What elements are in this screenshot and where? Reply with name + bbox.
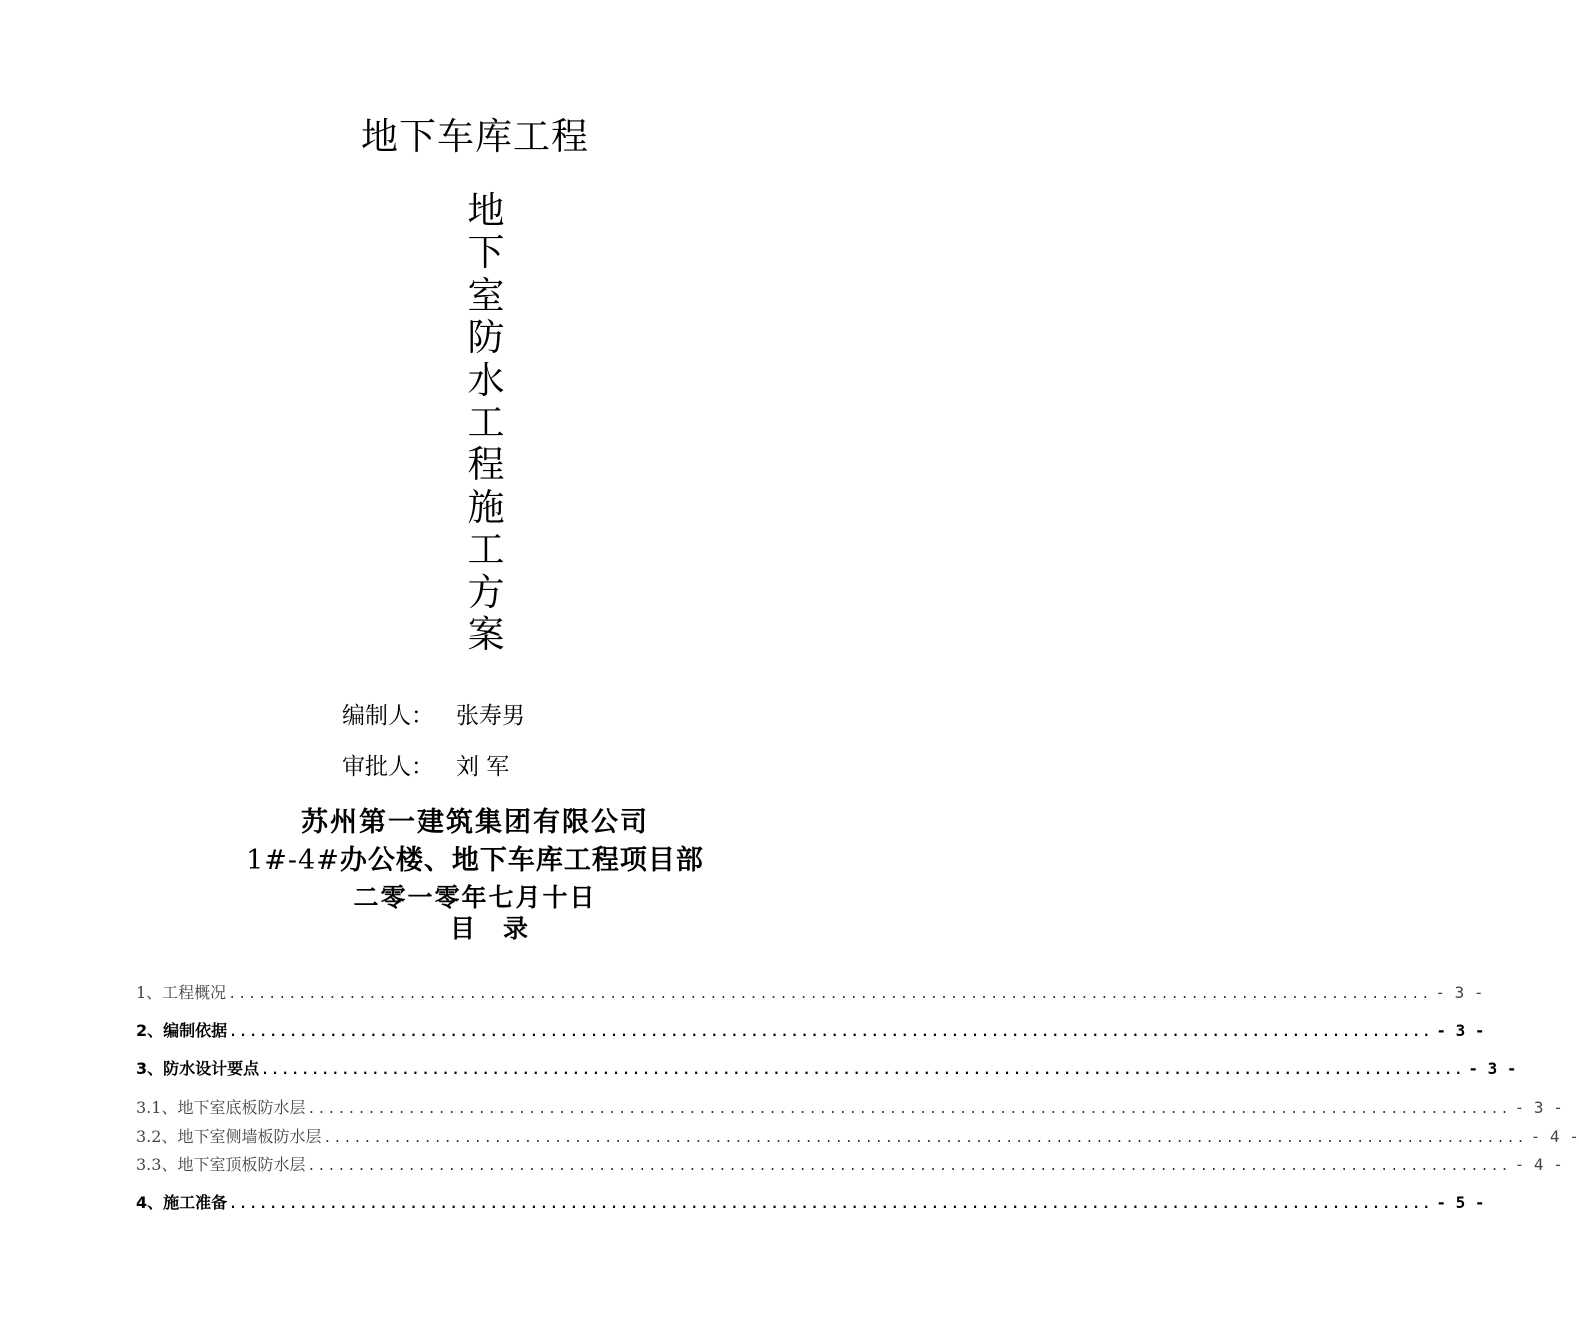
company-name: 苏州第一建筑集团有限公司	[301, 807, 649, 838]
toc-leader-dots: ........................................................................................................................	[229, 1025, 1433, 1040]
project-department	[0, 838, 950, 877]
plan-title-char: 下	[467, 231, 505, 275]
toc-leader-dots: ........................................................................................................................	[229, 1197, 1433, 1212]
signer-label: 编制人：	[342, 703, 434, 729]
toc-leader-dots: ........................................................................................................................	[228, 987, 1432, 1002]
toc-entry-page: - 3 -	[1436, 1021, 1485, 1040]
toc-leader-dots: ........................................................................................................................	[307, 1159, 1511, 1174]
project-department-name: 办公楼、地下车库工程项目部	[339, 845, 704, 876]
plan-title-char: 案	[467, 613, 505, 657]
signer-approver	[342, 748, 509, 781]
plan-title-char: 水	[467, 358, 505, 402]
project-building-number: 1#-4#	[246, 845, 340, 876]
toc-entry[interactable]	[136, 1152, 1563, 1175]
signer-label: 审批人：	[342, 754, 434, 780]
toc-entry-page: - 4 -	[1514, 1155, 1563, 1174]
toc-leader-dots: ........................................................................................................................	[323, 1131, 1527, 1146]
toc-entry[interactable]	[136, 980, 1484, 1003]
toc-entry-label: 3.3、地下室顶板防水层	[136, 1155, 306, 1174]
toc-entry-label: 3.1、地下室底板防水层	[136, 1098, 306, 1117]
signer-compiler	[342, 697, 525, 730]
document-date: 二零一零年七月十日	[353, 883, 597, 912]
toc-entry-label: 3.2、地下室侧墙板防水层	[136, 1127, 322, 1146]
toc-entry[interactable]	[136, 1124, 1579, 1147]
toc-entry-label: 1、工程概况	[136, 983, 227, 1002]
toc-entry-label: 4、施工准备	[136, 1193, 228, 1212]
toc-entry-page: - 3 -	[1435, 983, 1484, 1002]
plan-title-char: 程	[467, 443, 505, 487]
plan-title-char: 方	[467, 570, 505, 614]
project-title: 地下车库工程	[361, 115, 589, 158]
signer-name: 张寿男	[456, 703, 525, 729]
toc-heading: 目录	[449, 914, 556, 943]
toc-entry-page: - 5 -	[1436, 1193, 1485, 1212]
toc-entry-page: - 3 -	[1514, 1098, 1563, 1117]
signer-name: 刘 军	[456, 754, 510, 780]
plan-title-vertical	[461, 190, 511, 656]
toc-entry-page: - 3 -	[1468, 1059, 1517, 1078]
toc-entry-label: 2、编制依据	[136, 1021, 228, 1040]
toc-leader-dots: ........................................................................................................................	[307, 1102, 1511, 1117]
toc-entry[interactable]	[136, 1190, 1485, 1213]
plan-title-char: 防	[467, 316, 505, 360]
plan-title-char: 地	[467, 189, 505, 232]
toc-entry[interactable]	[136, 1095, 1563, 1118]
plan-title-char: 工	[467, 528, 505, 572]
plan-title-char: 室	[467, 273, 505, 317]
plan-title-char: 工	[467, 401, 505, 445]
toc-entry-label: 3、防水设计要点	[136, 1059, 260, 1078]
toc-entry-page: - 4 -	[1530, 1127, 1579, 1146]
plan-title-char: 施	[467, 485, 505, 529]
toc-entry[interactable]	[136, 1056, 1517, 1079]
toc-leader-dots: ........................................................................................................................	[261, 1063, 1465, 1078]
toc-entry[interactable]	[136, 1018, 1485, 1041]
